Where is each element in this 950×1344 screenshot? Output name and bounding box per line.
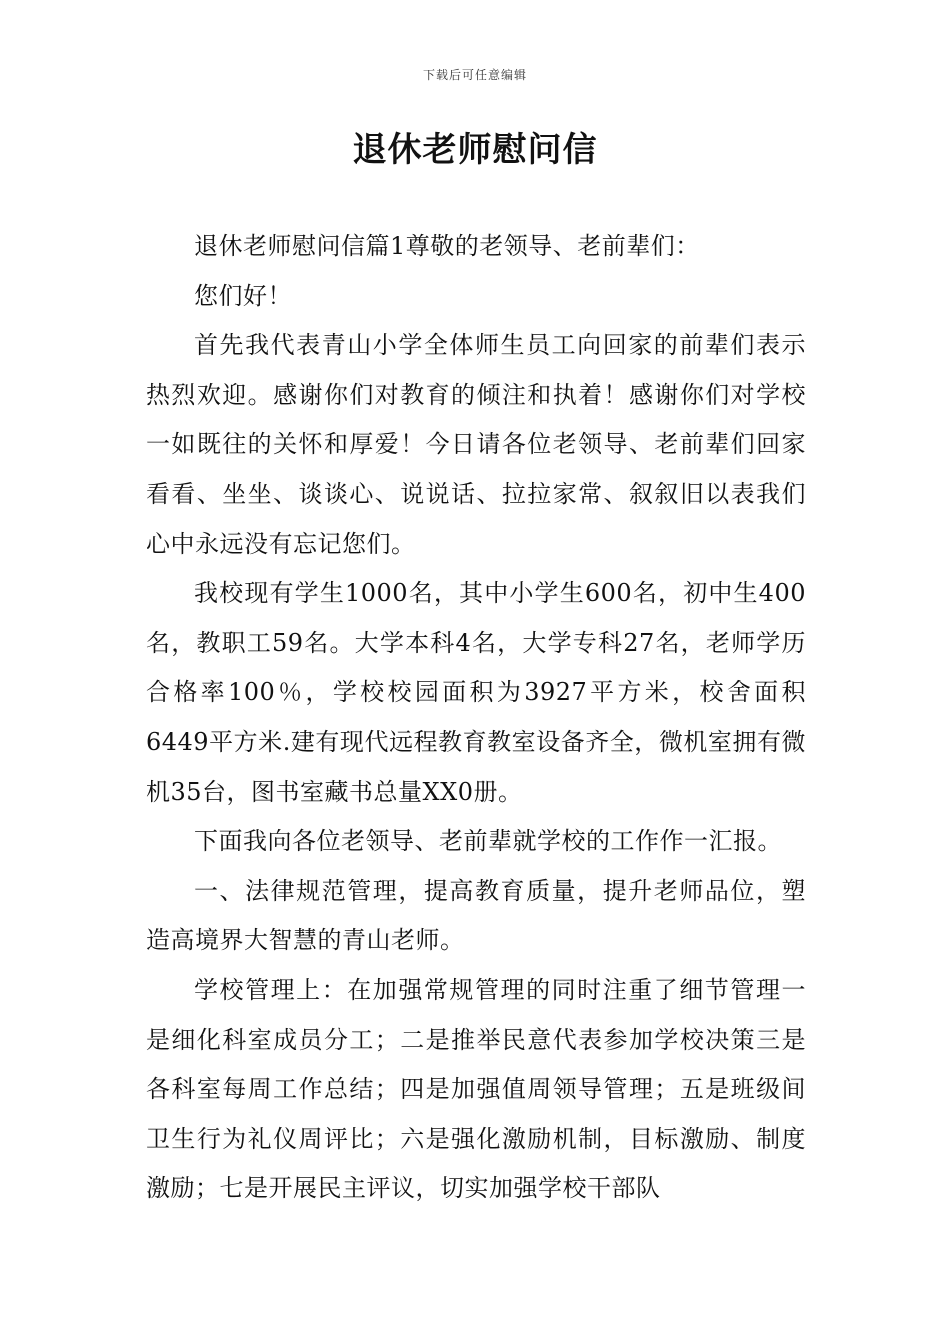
document-title: 退休老师慰问信	[352, 130, 598, 170]
paragraph-management: 学校管理上：在加强常规管理的同时注重了细节管理一是细化科室成员分工；二是推举民意代表参加学校决策三是各科室每周工作总结；四是加强值周领导管理；五是班级间卫生行为礼仪周评比；六是强化激励机制，目标激励、制度激励；七是开展民主评议，切实加强学校干部队	[146, 975, 806, 1203]
paragraph-school-stats: 我校现有学生1000名，其中小学生600名，初中生400名，教职工59名。大学本科4名，大学专科27名，老师学历合格率100％，学校校园面积为3927平方米，校舍面积6449平方米.建有现代远程教育教室设备齐全，微机室拥有微机35台，图书室藏书总量XX0册。	[146, 579, 806, 806]
paragraph-report-intro: 下面我向各位老领导、老前辈就学校的工作作一汇报。	[194, 827, 782, 856]
paragraph-salutation: 您们好！	[194, 281, 292, 310]
paragraph-section-one: 一、法律规范管理，提高教育质量，提升老师品位，塑造高境界大智慧的青山老师。	[146, 876, 806, 955]
paragraph-welcome: 首先我代表青山小学全体师生员工向回家的前辈们表示热烈欢迎。感谢你们对教育的倾注和执着！感谢你们对学校一如既往的关怀和厚爱！今日请各位老领导、老前辈们回家看看、坐坐、谈谈心、说说话、拉拉家常、叙叙旧以表我们心中永远没有忘记您们。	[146, 331, 806, 558]
paragraph-greeting-line: 退休老师慰问信篇1尊敬的老领导、老前辈们：	[194, 232, 700, 260]
document-body	[146, 222, 806, 1214]
header-note: 下载后可任意编辑	[422, 68, 527, 82]
